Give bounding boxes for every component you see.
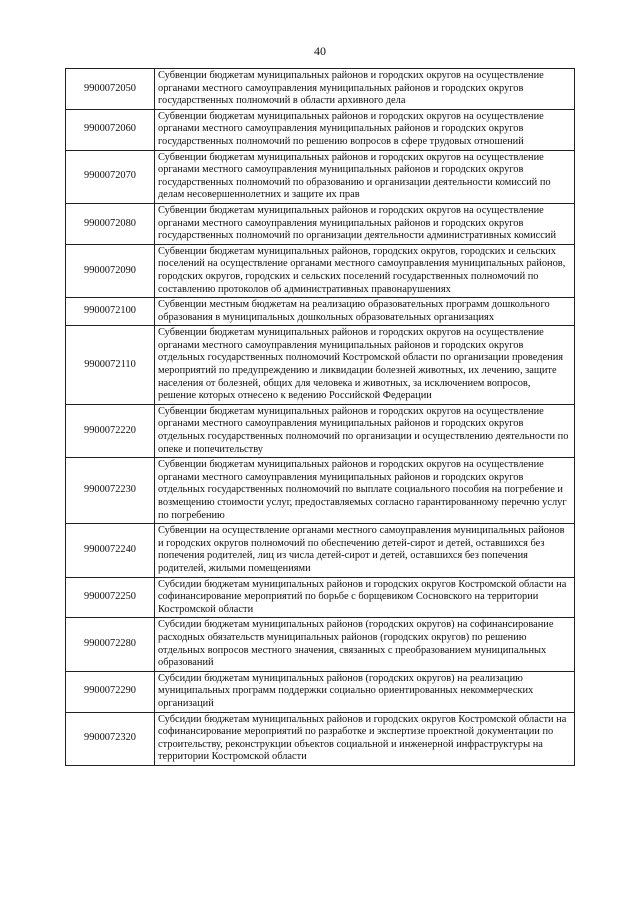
code-cell: 9900072050 xyxy=(66,69,155,110)
table-row xyxy=(66,203,575,244)
description-cell: Субвенции бюджетам муниципальных районов, городских округов, городских и сельских поселений на осуществление органами местного самоуправления муниципальных районов, городских округов, городских и сельских поселений государственных полномочий по составлению протоколов об административных правонарушениях xyxy=(155,244,575,297)
table-body xyxy=(66,69,575,766)
table-row xyxy=(66,712,575,765)
description-cell: Субвенции бюджетам муниципальных районов и городских округов на осуществление органами местного самоуправления муниципальных районов и городских округов отдельных государственных полномочий Костромской области по организации проведения мероприятий по предупреждению и ликвидации болезней животных, их лечению, защите населения от болезней, общих для человека и животных, за исключением вопросов, решение которых отнесено к ведению Российской Федерации xyxy=(155,326,575,405)
description-cell: Субвенции бюджетам муниципальных районов и городских округов на осуществление органами местного самоуправления муниципальных районов и городских округов государственных полномочий по организации деятельности административных комиссий xyxy=(155,203,575,244)
description-cell: Субвенции на осуществление органами местного самоуправления муниципальных районов и городских округов полномочий по обеспечению детей-сирот и детей, оставшихся без попечения родителей, лиц из числа детей-сирот и детей, оставшихся без попечения родителей, жилыми помещениями xyxy=(155,524,575,577)
code-cell: 9900072100 xyxy=(66,298,155,326)
code-cell: 9900072290 xyxy=(66,671,155,712)
description-cell: Субвенции местным бюджетам на реализацию образовательных программ дошкольного образования в муниципальных дошкольных образовательных организациях xyxy=(155,298,575,326)
table-row xyxy=(66,298,575,326)
code-cell: 9900072060 xyxy=(66,109,155,150)
description-cell: Субвенции бюджетам муниципальных районов и городских округов на осуществление органами местного самоуправления муниципальных районов и городских округов государственных полномочий по образованию и организации деятельности комиссий по делам несовершеннолетних и защите их прав xyxy=(155,150,575,203)
description-cell: Субвенции бюджетам муниципальных районов и городских округов на осуществление органами местного самоуправления муниципальных районов и городских округов отдельных государственных полномочий по организации и осуществлению деятельности по опеке и попечительству xyxy=(155,404,575,457)
page-number: 40 xyxy=(314,44,326,58)
code-cell: 9900072250 xyxy=(66,577,155,618)
code-cell: 9900072230 xyxy=(66,458,155,524)
code-cell: 9900072090 xyxy=(66,244,155,297)
description-cell: Субсидии бюджетам муниципальных районов и городских округов Костромской области на софинансирование мероприятий по борьбе с борщевиком Сосновского на территории Костромской области xyxy=(155,577,575,618)
table-row xyxy=(66,244,575,297)
budget-codes-table xyxy=(65,68,575,766)
table-row xyxy=(66,458,575,524)
table-row xyxy=(66,326,575,405)
description-cell: Субвенции бюджетам муниципальных районов и городских округов на осуществление органами местного самоуправления муниципальных районов и городских округов государственных полномочий по решению вопросов в сфере трудовых отношений xyxy=(155,109,575,150)
table-row xyxy=(66,524,575,577)
description-cell: Субвенции бюджетам муниципальных районов и городских округов на осуществление органами местного самоуправления муниципальных районов и городских округов государственных полномочий в области архивного дела xyxy=(155,69,575,110)
table-row xyxy=(66,109,575,150)
code-cell: 9900072110 xyxy=(66,326,155,405)
code-cell: 9900072240 xyxy=(66,524,155,577)
code-cell: 9900072080 xyxy=(66,203,155,244)
table-row xyxy=(66,150,575,203)
code-cell: 9900072280 xyxy=(66,618,155,671)
description-cell: Субсидии бюджетам муниципальных районов (городских округов) на софинансирование расходных обязательств муниципальных районов (городских округов) по решению отдельных вопросов местного значения, связанных с преобразованием муниципальных образований xyxy=(155,618,575,671)
description-cell: Субвенции бюджетам муниципальных районов и городских округов на осуществление органами местного самоуправления муниципальных районов и городских округов отдельных государственных полномочий по выплате социального пособия на погребение и возмещению стоимости услуг, предоставляемых согласно гарантированному перечню услуг по погребению xyxy=(155,458,575,524)
table-row xyxy=(66,618,575,671)
code-cell: 9900072070 xyxy=(66,150,155,203)
table-row xyxy=(66,577,575,618)
code-cell: 9900072320 xyxy=(66,712,155,765)
table-row xyxy=(66,404,575,457)
description-cell: Субсидии бюджетам муниципальных районов (городских округов) на реализацию муниципальных программ поддержки социально ориентированных некоммерческих организаций xyxy=(155,671,575,712)
code-cell: 9900072220 xyxy=(66,404,155,457)
description-cell: Субсидии бюджетам муниципальных районов и городских округов Костромской области на софинансирование мероприятий по разработке и экспертизе проектной документации по строительству, реконструкции объектов социальной и инженерной инфраструктуры на территории Костромской области xyxy=(155,712,575,765)
table-row xyxy=(66,69,575,110)
table-row xyxy=(66,671,575,712)
